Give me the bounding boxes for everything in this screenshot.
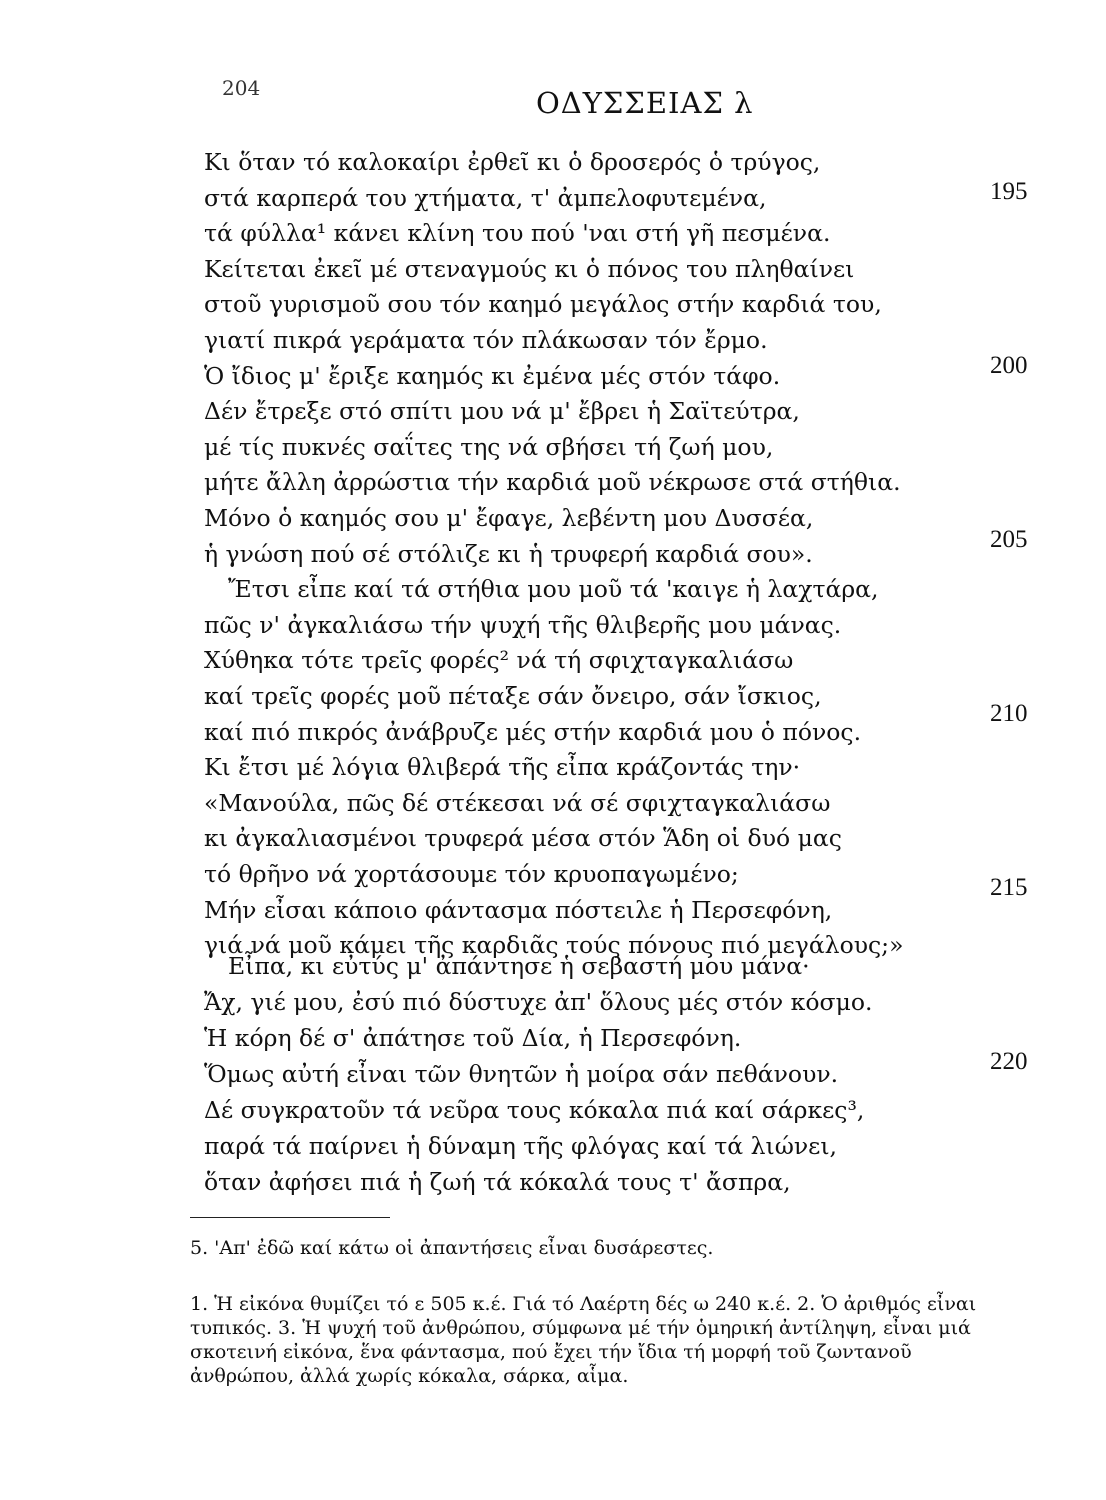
verse-line: μέ τίς πυκνές σαΐτες της νά σβήσει τή ζωή μου, [204, 432, 774, 461]
verse-line: γιατί πικρά γεράματα τόν πλάκωσαν τόν ἔρμο. [204, 326, 768, 354]
line-number: 215 [990, 874, 1028, 901]
verse-line: Ἡ κόρη δέ σ' ἀπάτησε τοῦ Δία, ἡ Περσεφόνη. [204, 1024, 742, 1052]
verse-line: στά καρπερά του χτήματα, τ' ἀμπελοφυτεμένα, [204, 183, 767, 212]
verse-line: μήτε ἄλλη ἀρρώστια τήν καρδιά μοῦ νέκρωσε στά στήθια. [204, 468, 901, 497]
line-number: 200 [990, 352, 1028, 379]
verse-line: τά φύλλα¹ κάνει κλίνη του πού 'ναι στή γῆ πεσμένα. [204, 219, 831, 248]
footnote-5: 5. 'Απ' ἐδῶ καί κάτω οἱ ἀπαντήσεις εἶναι δυσάρεστες. [190, 1237, 714, 1259]
footnote-main: 1. Ἡ εἰκόνα θυμίζει τό ε 505 κ.έ. Γιά τό Λαέρτη δές ω 240 κ.έ. 2. Ὁ ἀριθμός εἶναι τυπικός. 3. Ἡ ψυχή τοῦ ἀνθρώπου, σύμφωνα μέ τήν ὁμηρική ἀντίληψη, εἶναι μιά σκοτεινή εἰκόνα, ἕνα φάντασμα, πού ἔχει τήν ἴδια τή μορφή τοῦ ζωντανοῦ ἀνθρώπου, ἀλλά χωρίς κόκαλα, σάρκα, αἷμα. [190, 1293, 977, 1387]
verse-line: Χύθηκα τότε τρεῖς φορές² νά τή σφιχταγκαλιάσω [204, 646, 794, 675]
verse-line: Ὁ ἴδιος μ' ἔριξε καημός κι ἐμένα μές στόν τάφο. [204, 361, 781, 390]
verse-line: ὅταν ἀφήσει πιά ἡ ζωή τά κόκαλά τους τ' ἄσπρα, [204, 1168, 791, 1196]
verse-line: Εἶπα, κι εὐτύς μ' ἀπάντησε ἡ σεβαστή μου μάνα· [228, 952, 810, 980]
verse-line: Ἔτσι εἶπε καί τά στήθια μου μοῦ τά 'καιγε ἡ λαχτάρα, [228, 575, 879, 604]
verse-line: Δέν ἔτρεξε στό σπίτι μου νά μ' ἔβρει ἡ Σαϊτεύτρα, [204, 397, 800, 426]
verse-line: τό θρῆνο νά χορτάσουμε τόν κρυοπαγωμένο; [204, 860, 739, 888]
verse-line: Μήν εἶσαι κάποιο φάντασμα πόστειλε ἡ Περσεφόνη, [204, 895, 833, 924]
line-number: 205 [990, 526, 1028, 553]
verse-line: «Μανούλα, πῶς δέ στέκεσαι νά σέ σφιχταγκαλιάσω [204, 788, 831, 817]
verse-line: κι ἀγκαλιασμένοι τρυφερά μέσα στόν Ἅδη οἱ δυό μας [204, 824, 842, 853]
verse-line: στοῦ γυρισμοῦ σου τόν καημό μεγάλος στήν καρδιά του, [204, 290, 882, 319]
verse-line: Μόνο ὁ καημός σου μ' ἔφαγε, λεβέντη μου Δυσσέα, [204, 504, 814, 532]
verse-line: γιά νά μοῦ κάμει τῆς καρδιᾶς τούς πόνους πιό μεγάλους;» [204, 931, 904, 960]
verse-line: Κι ἔτσι μέ λόγια θλιβερά τῆς εἶπα κράζοντάς την· [204, 753, 801, 782]
line-number: 220 [990, 1048, 1028, 1075]
page-number: 204 [222, 76, 261, 100]
verse-line: Δέ συγκρατοῦν τά νεῦρα τους κόκαλα πιά καί σάρκες³, [204, 1096, 865, 1124]
verse-line: καί τρεῖς φορές μοῦ πέταξε σάν ὄνειρο, σάν ἴσκιος, [204, 682, 822, 710]
line-number: 210 [990, 700, 1028, 727]
verse-line: Ὅμως αὐτή εἶναι τῶν θνητῶν ἡ μοίρα σάν πεθάνουν. [204, 1060, 839, 1088]
footnote-rule [190, 1217, 390, 1218]
verse-line: Ἄχ, γιέ μου, ἐσύ πιό δύστυχε ἀπ' ὅλους μές στόν κόσμο. [204, 988, 873, 1016]
verse-line: πῶς ν' ἀγκαλιάσω τήν ψυχή τῆς θλιβερῆς μου μάνας. [204, 610, 842, 639]
verse-line: παρά τά παίρνει ἡ δύναμη τῆς φλόγας καί τά λιώνει, [204, 1132, 838, 1160]
verse-line: καί πιό πικρός ἀνάβρυζε μές στήν καρδιά μου ὁ πόνος. [204, 717, 862, 746]
verse-line: Κείτεται ἐκεῖ μέ στεναγμούς κι ὁ πόνος του πληθαίνει [204, 254, 855, 283]
verse-line: ἡ γνώση πού σέ στόλιζε κι ἡ τρυφερή καρδιά σου». [204, 539, 813, 568]
line-number: 195 [990, 178, 1028, 205]
verse-line: Κι ὅταν τό καλοκαίρι ἐρθεῖ κι ὁ δροσερός ὁ τρύγος, [204, 148, 821, 176]
running-head-title: ΟΔΥΣΣΕΙΑΣ λ [536, 86, 754, 120]
